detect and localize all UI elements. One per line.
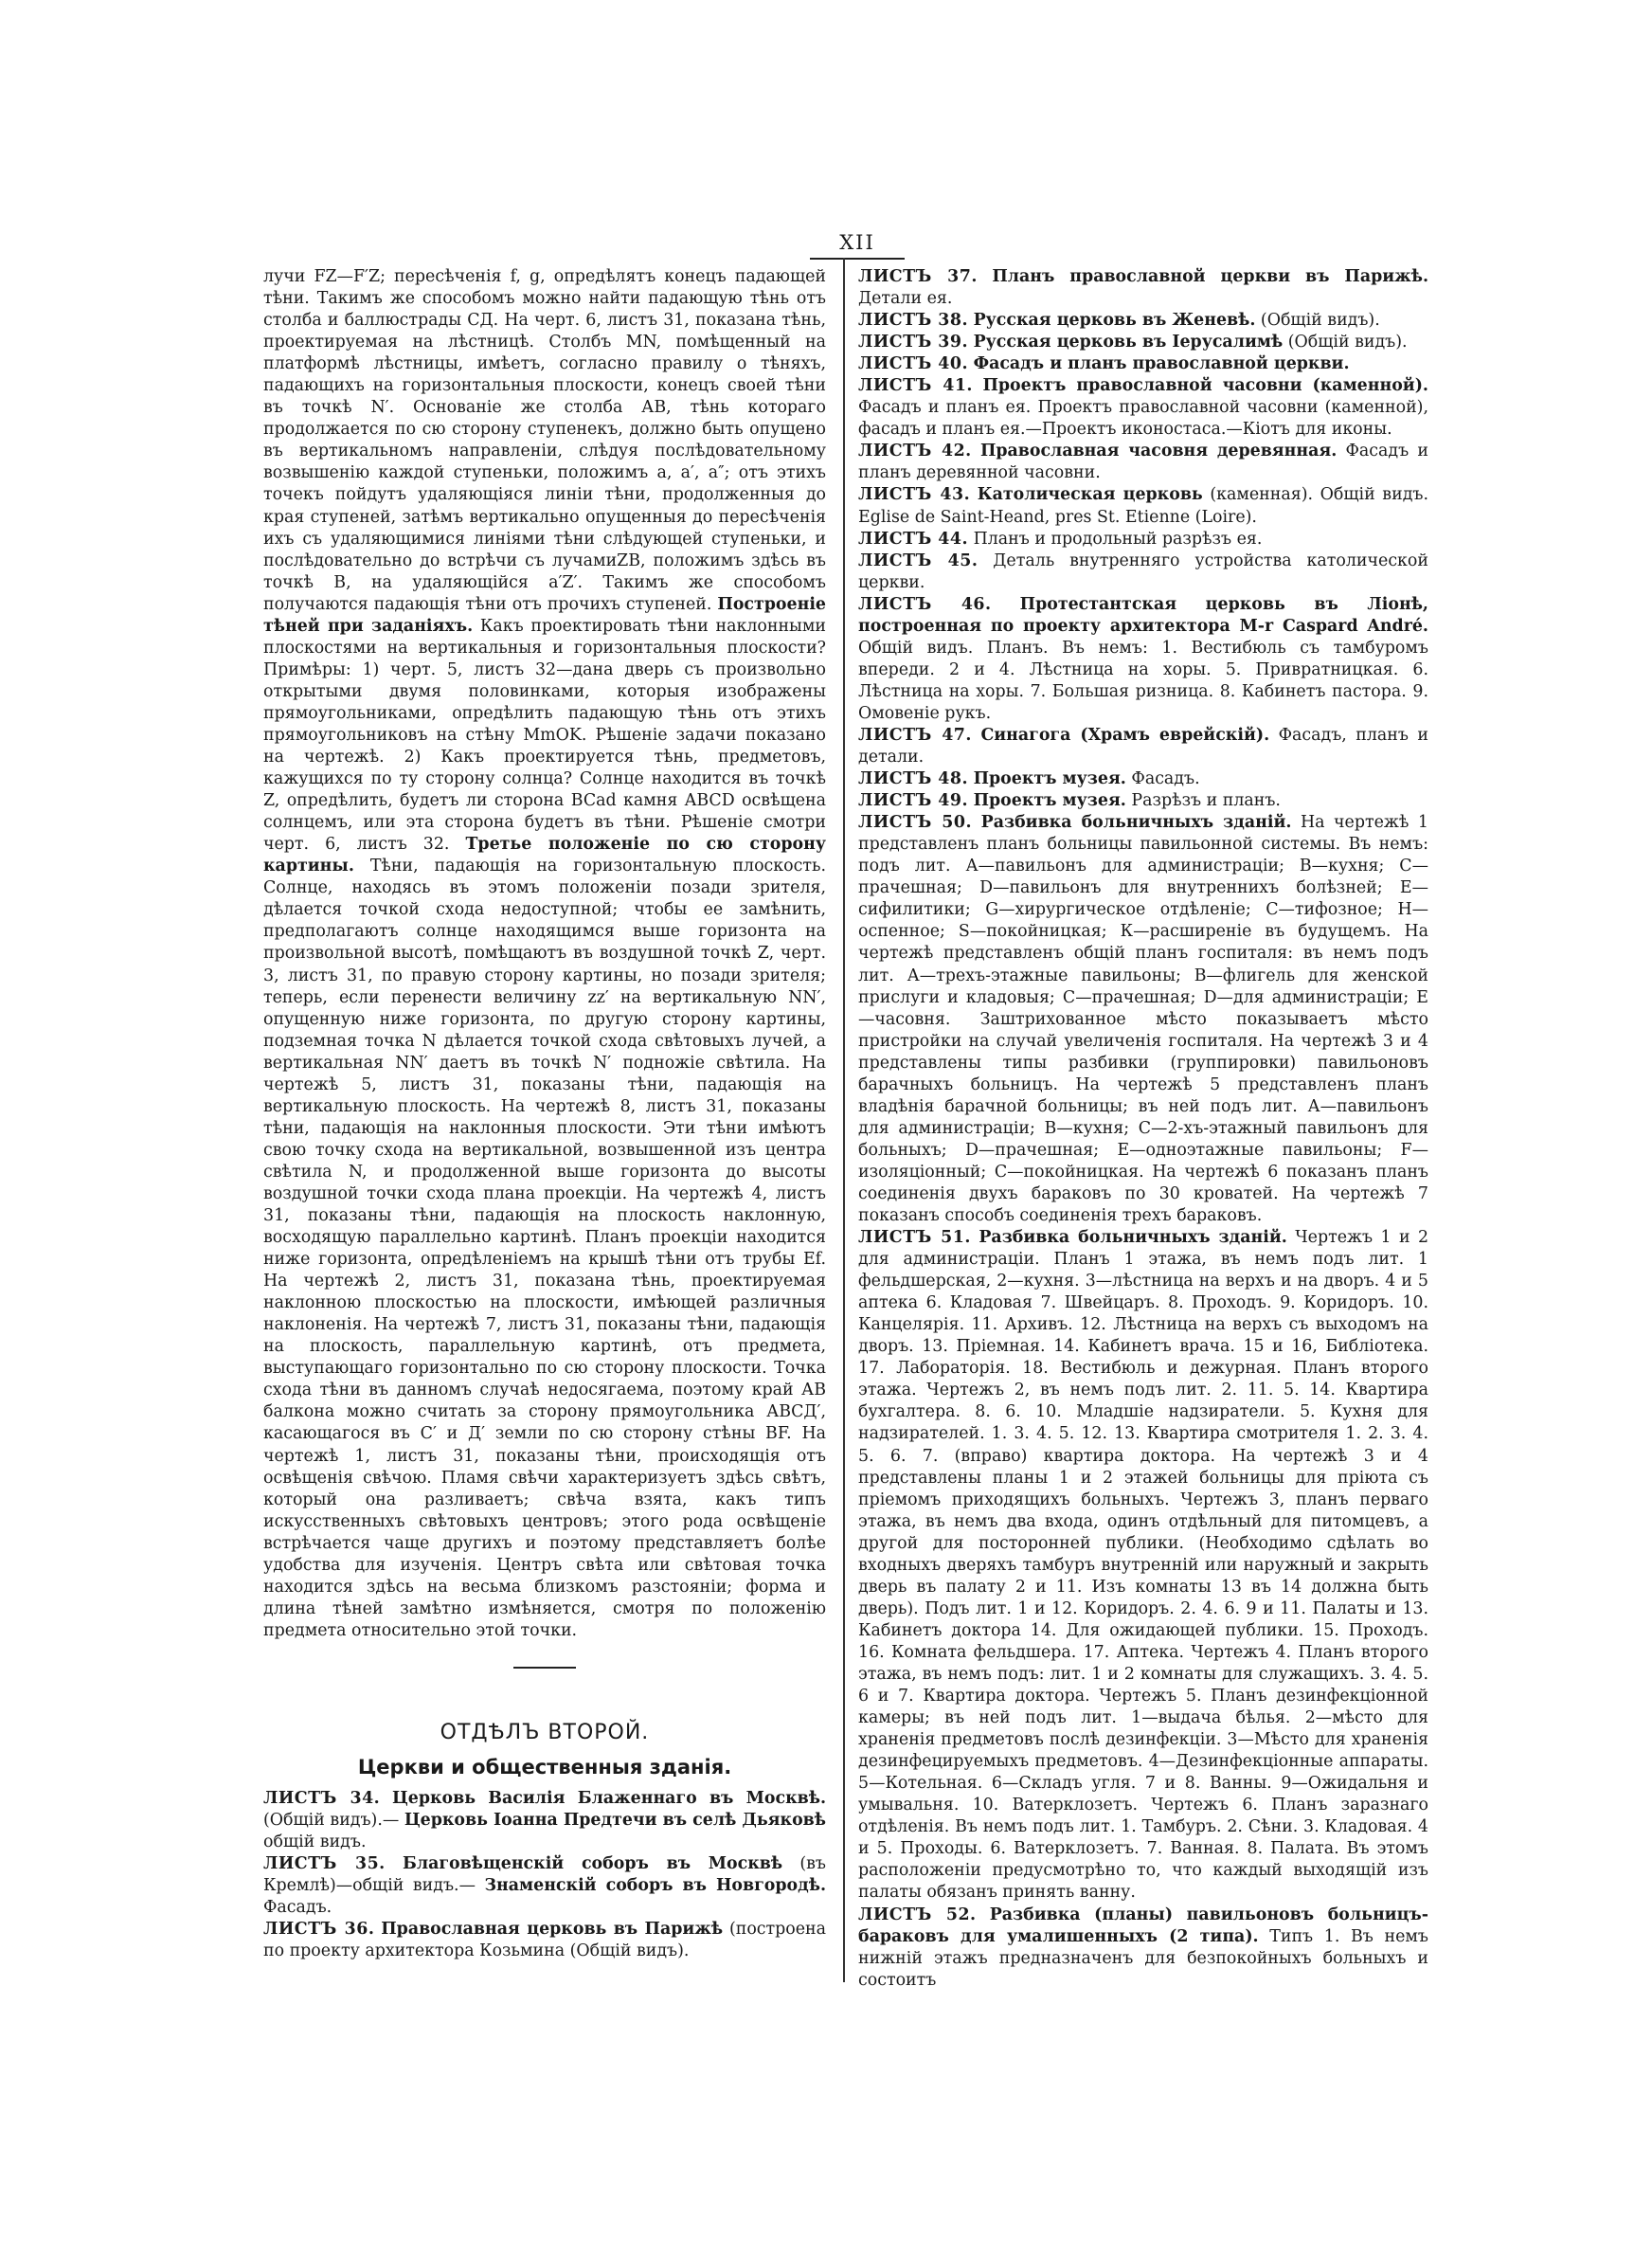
sheet-label: ЛИСТЪ 51. [858,1228,971,1248]
body-paragraph [263,266,826,1642]
sheet-text: Детали ея. [858,289,953,309]
sheet-label: ЛИСТЪ 44. [858,529,969,549]
page-number: XII [839,231,875,254]
sheet-label: ЛИСТЪ 48. [858,769,969,789]
left-column [263,266,826,1962]
sheet-label: ЛИСТЪ 36. [263,1920,375,1940]
sheet-entry [858,768,1428,790]
sheet-entry [858,310,1428,332]
sheet-label: ЛИСТЪ 37. [858,267,978,286]
sheet-entry [858,484,1428,528]
sheet-entry [858,441,1428,484]
sheet-title: Проектъ музея. [973,791,1126,811]
sheet-entry [858,1227,1428,1904]
sheet-entry [858,332,1428,353]
paragraph-text: Тѣни, падающія на горизонтальную плоскость. Солнце, находясь въ этомъ положеніи позади зрителя, дѣлается точкой схода недоступной; чтобы ее замѣнить, предполагаютъ солнце находящимся выше горизонта на произвольной высотѣ, помѣщаютъ въ воздушной точкѣ Z, черт. 3, листъ 31, по правую сторону картины, но позади зрителя; теперь, если перенести величину zz′ на вертикальную NN′, опущенную ниже горизонта, по другую сторону картины, подземная точка N дѣлается точкой схода свѣтовыхъ лучей, а вертикальная NN′ даетъ въ точкѣ N′ подножіе свѣтила. На чертежѣ 5, листъ 31, показаны тѣни, падающія на вертикальную плоскость. На чертежѣ 8, листъ 31, показаны тѣни, падающія на наклонныя плоскости. Эти тѣни имѣютъ свою точку схода на вертикальной, возвышенной изъ центра свѣтила N, и продолженной выше горизонта до высоты воздушной точки схода плана проекціи. На чертежѣ 4, листъ 31, показаны тѣни, падающія на плоскость наклонную, восходящую параллельно картинѣ. Планъ проекціи находится ниже горизонта, опредѣленіемъ на крышѣ тѣни отъ трубы Ef. На чертежѣ 2, листъ 31, показана тѣнь, проектируемая наклонною плоскостью на плоскости, имѣющей различныя наклоненія. На чертежѣ 7, листъ 31, показаны тѣни, падающія на плоскость, параллельную картинѣ, отъ предмета, выступающаго горизонтально по сю сторону плоскости. Точка схода тѣни въ данномъ случаѣ недосягаема, поэтому край АВ балкона можно считать за сторону прямоугольника АВСД′, касающагося въ С′ и Д′ земли по сю сторону стѣны BF. На чертежѣ 1, листъ 31, показаны тѣни, происходящія отъ освѣщенія свѣчою. Пламя свѣчи характеризуетъ здѣсь свѣтъ, который она разливаетъ; свѣча взята, какъ типъ искусственныхъ свѣтовыхъ центровъ; этого рода освѣщеніе встрѣчается чаще другихъ и поэтому представляетъ болѣе удобства для изученія. Центръ свѣта или свѣтовая точка находится здѣсь на весьма близкомъ разстояніи; форма и длина тѣней замѣтно измѣняется, смотря по положенію предмета относительно этой точки. [263,857,826,1640]
sheet-label: ЛИСТЪ 50. [858,813,973,833]
sheet-label: ЛИСТЪ 41. [858,376,973,396]
sheet-title: Католическая церковь [977,485,1203,505]
section-subtitle: Церкви и общественныя зданія. [357,1756,732,1779]
sheet-title: Проектъ музея. [973,769,1126,789]
sheet-title: Знаменскій соборъ въ Новгородѣ. [484,1876,826,1896]
sheet-entry [858,375,1428,441]
sheet-title: Синагога (Храмъ еврейскій). [980,725,1270,745]
sheet-entry [858,529,1428,551]
sheet-text: Типъ 1. Въ немъ нижній этажъ предназначенъ для безпокойныхъ больныхъ и состоитъ [858,1926,1428,1990]
sheet-label: ЛИСТЪ 52. [858,1905,977,1924]
sheet-text: Деталь внутренняго устройства католической церкви. [858,551,1428,592]
sheet-text: Чертежъ 1 и 2 для администраціи. Планъ 1 этажа, въ немъ подъ лит. 1 фельдшерская, 2—кухня. 3—лѣстница на верхъ и на дворъ. 4 и 5 аптека 6. Кладовая 7. Швейцаръ. 8. Проходъ. 9. Коридоръ. 10. Канцелярія. 11. Архивъ. 12. Лѣстница на верхъ съ выходомъ на дворъ. 13. Пріемная. 14. Кабинетъ врача. 15 и 16, Библіотека. 17. Лабораторія. 18. Вестибюль и дежурная. Планъ второго этажа. Чертежъ 2, въ немъ подъ лит. 2. 11. 5. 14. Квартира бухгалтера. 8. 6. 10. Младшіе надзиратели. 5. Кухня для надзирателей. 1. 3. 4. 5. 12. 13. Квартира смотрителя 1. 2. 3. 4. 5. 6. 7. (вправо) квартира доктора. На чертежѣ 3 и 4 представлены планы 1 и 2 этажей больницы для пріюта съ пріемомъ приходящихъ больныхъ. Чертежъ 3, планъ перваго этажа, въ немъ два входа, одинъ отдѣльный для питомцевъ, а другой для посторонней публики. (Необходимо сдѣлать во входныхъ дверяхъ тамбуръ внутренній или наружный и закрыть дверь въ палату 2 и 11. Изъ комнаты 13 въ 14 должна быть дверь). Подъ лит. 1 и 12. Коридоръ. 2. 4. 6. 9 и 11. Палаты и 13. Кабинетъ доктора 14. Для ожидающей публики. 15. Проходъ. 16. Комната фельдшера. 17. Аптека. Чертежъ 4. Планъ второго этажа, въ немъ подъ: лит. 1 и 2 комнаты для служащихъ. 3. 4. 5. 6 и 7. Квартира доктора. Чертежъ 5. Планъ дезинфекціонной камеры; въ ней подъ лит. 1—выдача бѣлья. 2—мѣсто для храненія предметовъ послѣ дезинфекціи. 3—Мѣсто для храненія дезинфецируемыхъ предметовъ. 4—Дезинфекціонные аппараты. 5—Котельная. 6—Складъ угля. 7 и 8. Ванны. 9—Ожидальня и умывальня. 10. Ватерклозетъ. Чертежъ 6. Планъ заразнаго отдѣленія. Въ немъ подъ лит. 1. Тамбуръ. 2. Сѣни. 3. Кладовая. 4 и 5. Проходы. 6. Ватерклозетъ. 7. Ванная. 8. Палата. Въ этомъ расположеніи предусмотрѣно то, что каждый выходящій изъ палаты обязанъ принять ванну. [858,1228,1429,1903]
sheet-entry [263,1919,826,1962]
sheet-entry [858,353,1428,375]
sheet-label: ЛИСТЪ 35. [263,1854,386,1874]
sheet-entry [858,594,1428,725]
sheet-entry [858,790,1428,812]
sheet-title: Проектъ православной часовни (каменной). [982,376,1428,396]
section-separator [513,1667,576,1669]
sheet-title: Церковь Василія Блаженнаго въ Москвѣ. [391,1789,826,1809]
sheet-entry [858,812,1428,1227]
sheet-entry [263,1788,826,1853]
sheet-title: Русская церковь въ Іерусалимѣ [973,333,1284,352]
sheet-title: Православная церковь въ Парижѣ [381,1920,724,1940]
sheet-text: Фасадъ и планъ ея. Проектъ православной часовни (каменной), фасадъ и планъ ея.—Проектъ иконостаса.—Кіотъ для иконы. [858,398,1428,440]
sheet-label: ЛИСТЪ 46. [858,594,992,614]
sheet-label: ЛИСТЪ 42. [858,442,972,461]
sheet-entry [858,551,1428,594]
right-column [858,266,1428,1992]
sheet-entry [858,1905,1428,1992]
sheet-text: (Общій видъ).— [263,1811,400,1831]
sheet-entry [858,266,1428,310]
sheet-label: ЛИСТЪ 47. [858,725,972,745]
column-divider [843,258,845,1982]
paragraph-text: лучи FZ—F′Z; пересѣченія f, g, опредѣлятъ конецъ падающей тѣни. Такимъ же способомъ можно найти падающую тѣнь отъ столба и баллюстрады СД. На черт. 6, листъ 31, показана тѣнь, проектируемая на лѣстницѣ. Столбъ MN, помѣщенный на платформѣ лѣстницы, имѣетъ, согласно правилу о тѣняхъ, падающихъ на горизонтальныя плоскости, конецъ своей тѣни въ точкѣ N′. Основаніе же столба АВ, тѣнь котораго продолжается по сю сторону ступенекъ, должно быть опущено въ вертикальномъ направленіи, слѣдуя послѣдовательному возвышенію каждой ступеньки, положимъ а, а′, а″; отъ этихъ точекъ пойдутъ удаляющіяся линіи тѣни, продолженныя до края ступеней, затѣмъ вертикально опущенныя до пересѣченія ихъ съ удаляющимися линіями тѣни слѣдующей ступеньки, и послѣдовательно до встрѣчи съ лучамиZB, положимъ здѣсь въ точкѣ В, на удаляющійся a′Z′. Такимъ же способомъ получаются падающія тѣни отъ прочихъ ступеней. [263,267,826,614]
header-rule [810,258,905,260]
sheet-title: Церковь Іоанна Предтечи въ селѣ Дьяковѣ [404,1811,826,1831]
sheet-label: ЛИСТЪ 39. [858,333,969,352]
sheet-label: ЛИСТЪ 34. [263,1789,381,1809]
sheet-label: ЛИСТЪ 43. [858,485,971,505]
sheet-label: ЛИСТЪ 38. [858,311,969,331]
bold-heading: Третье положеніе по сю сторону картины. [263,835,827,876]
sheet-text: (построена по проекту архитектора Козьмина (Общій видъ). [263,1920,827,1961]
section-title: ОТДѢЛЪ ВТОРОЙ. [440,1720,650,1744]
paragraph-text: Какъ проектировать тѣни наклонными плоскостями на вертикальныя и горизонтальныя плоскости? Примѣры: 1) черт. 5, листъ 32—дана дверь съ произвольно открытыми двумя половинками, которыя изображены прямоугольниками, опредѣлить падающую тѣнь отъ этихъ прямоугольниковъ на стѣну MmOK. Рѣшеніе задачи показано на чертежѣ. 2) Какъ проектируется тѣнь, предметовъ, кажущихся по ту сторону солнца? Солнце находится въ точкѣ Z, опредѣлить, будетъ ли сторона BCad камня ABCD освѣщена солнцемъ, или эта сторона будетъ въ тѣни. Рѣшеніе смотри черт. 6, листъ 32. [263,616,827,855]
sheet-title: Планъ православной церкви въ Парижѣ. [992,267,1429,286]
sheet-title: Разбивка больничныхъ зданій. [980,813,1292,833]
sheet-text: (въ Кремлѣ)—общій видъ.— [263,1854,826,1896]
sheet-label: ЛИСТЪ 49. [858,791,969,811]
sheet-text: Фасадъ. [1131,769,1200,789]
sheet-text: (каменная). Общій видъ. Eglise de Saint-Heand, pres St. Etienne (Loire). [858,485,1428,527]
bold-heading: Построеніе тѣней при заданіяхъ. [263,594,827,636]
sheet-text: (Общій видъ). [1287,333,1408,352]
sheet-text: Разрѣзъ и планъ. [1131,791,1281,811]
sheet-title: Разбивка больничныхъ зданій. [979,1228,1287,1248]
sheet-title: Разбивка (планы) павильоновъ больницъ-бараковъ для умалишенныхъ (2 типа). [858,1905,1428,1946]
sheet-text: Планъ и продольный разрѣзъ ея. [973,529,1263,549]
sheet-text: Фасадъ, планъ и детали. [858,725,1428,767]
sheet-label: ЛИСТЪ 45. [858,551,979,570]
sheet-entry [858,725,1428,768]
sheet-text: (Общій видъ). [1260,311,1380,331]
sheet-title: Русская церковь въ Женевѣ. [973,311,1256,331]
sheet-text: Фасадъ и планъ деревянной часовни. [858,442,1428,483]
sheet-label: ЛИСТЪ 40. [858,354,969,374]
sheet-text: Фасадъ. [263,1898,332,1918]
sheet-title: Православная часовня деревянная. [979,442,1338,461]
sheet-title: Протестантская церковь въ Ліонѣ, построенная по проекту архитектора M-r Caspard André. [858,594,1428,636]
sheet-text: общій видъ. [263,1833,367,1852]
sheet-text: На чертежѣ 1 представленъ планъ больницы павильонной системы. Въ немъ: подъ лит. А—павильонъ для администраціи; В—кухня; С—прачешная; D—павильонъ для внутреннихъ болѣзней; Е—сифилитики; G—хирургическое отдѣленіе; С—тифозное; Н—оспенное; S—покойницкая; К—расширеніе въ будущемъ. На чертежѣ представленъ общій планъ госпиталя: въ немъ подъ лит. А—трехъ-этажные павильоны; В—флигель для женской прислуги и кладовыя; С—прачешная; D—для администраціи; Е—часовня. Заштрихованное мѣсто показываетъ мѣсто пристройки на случай увеличенія госпиталя. На чертежѣ 3 и 4 представлены типы разбивки (группировки) павильоновъ барачныхъ больницъ. На чертежѣ 5 представленъ планъ владѣнія барачной больницы; въ ней подъ лит. А—павильонъ для администраціи; В—кухня; С—2-хъ-этажный павильонъ для больныхъ; D—прачешная; Е—одноэтажные павильоны; F—изоляціонный; С—покойницкая. На чертежѣ 6 показанъ планъ соединенія двухъ бараковъ по 30 кроватей. На чертежѣ 7 показанъ способъ соединенія трехъ бараковъ. [858,813,1429,1226]
sheet-title: Благовѣщенскій соборъ въ Москвѣ [402,1854,783,1874]
sheet-entry [263,1853,826,1919]
sheet-title: Фасадъ и планъ православной церкви. [973,354,1350,374]
sheet-text: Общій видъ. Планъ. Въ немъ: 1. Вестибюль съ тамбуромъ впереди. 2 и 4. Лѣстница на хоры. 5. Привратницкая. 6. Лѣстница на хоры. 7. Большая ризница. 8. Кабинетъ пастора. 9. Омовеніе рукъ. [858,638,1428,723]
